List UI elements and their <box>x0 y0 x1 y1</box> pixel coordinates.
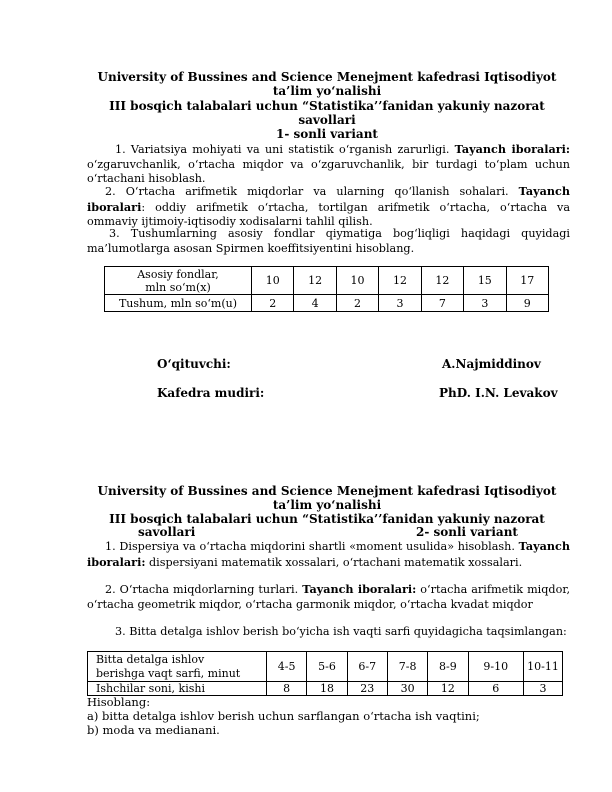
table-cell: 30 <box>387 682 427 696</box>
v1-q2-key-text: : oddiy arifmetik o‘rtacha, tortilgan arifmetik o‘rtacha, o‘rtacha va ommaviy ijtimoiy-iqtisodiy xodisalarni tahlil qilish. <box>87 200 570 228</box>
head-name: PhD. I.N. Levakov <box>439 386 558 400</box>
v1-header-line1: University of Bussines and Science Menejment kafedrasi Iqtisodiyot <box>97 70 557 84</box>
v1-data-table <box>104 266 549 312</box>
v2-q2-text: 2. O‘rtacha miqdorlarning turlari. <box>105 583 303 596</box>
table-row <box>105 267 549 295</box>
table-row <box>88 652 563 682</box>
v1-q2-key-label: Tayanch iboralari <box>87 184 570 214</box>
v2-q1-key-text: dispersiyani matematik xossalari, o‘rtachani matematik xossalari. <box>145 555 523 569</box>
v1-q1-key-label: Tayanch iboralari: <box>454 142 570 156</box>
table-cell: 2 <box>336 295 378 312</box>
v1-header-line2: ta’lim yo‘nalishi <box>272 84 382 98</box>
table-cell: 6 <box>468 682 523 696</box>
v1-q3-text: 3. Tushumlarning asosiy fondlar qiymatiga bog‘liqligi haqidagi quyidagi ma’lumotlarga asosan Spirmen koeffitsiyentini hisoblang. <box>87 227 570 255</box>
v1-row1-label-b: mln so‘m(x) <box>145 280 211 294</box>
table-cell: 3 <box>524 682 563 696</box>
v1-question-3 <box>87 227 570 256</box>
table-cell: 12 <box>379 267 421 295</box>
v1-variant-label: 1- sonli variant <box>276 127 378 141</box>
table-cell: 8 <box>267 682 307 696</box>
table-cell: 5-6 <box>307 652 347 682</box>
v2-q1-text: 1. Dispersiya va o‘rtacha miqdorini shartli «moment usulida» hisoblash. <box>105 540 519 553</box>
v2-header-line4: savollari <box>138 525 196 539</box>
table-cell: 7 <box>421 295 463 312</box>
table-cell: 3 <box>379 295 421 312</box>
teacher-name: A.Najmiddinov <box>442 357 541 371</box>
v1-question-1 <box>87 142 570 187</box>
table-cell: 9-10 <box>468 652 523 682</box>
table-cell: 17 <box>506 267 548 295</box>
v2-question-1 <box>87 539 570 570</box>
v2-header-line2: ta’lim yo‘nalishi <box>272 498 382 512</box>
v2-q2-key-label: Tayanch iboralari: <box>302 582 417 596</box>
v2-question-2 <box>87 582 570 612</box>
v1-row1-label-a: Asosiy fondlar, <box>137 267 219 281</box>
head-label: Kafedra mudiri: <box>157 386 265 400</box>
table-cell: 3 <box>464 295 506 312</box>
table-cell: 12 <box>421 267 463 295</box>
v2-q1-key-label: Tayanch iboralari: <box>87 539 570 569</box>
v1-row1-label <box>105 267 252 295</box>
v2-row2-label: Ishchilar soni, kishi <box>88 682 267 696</box>
table-cell: 6-7 <box>347 652 387 682</box>
table-cell: 2 <box>252 295 294 312</box>
teacher-label: O‘qituvchi: <box>157 357 231 371</box>
table-cell: 7-8 <box>387 652 427 682</box>
v2-question-3 <box>87 625 570 640</box>
v2-header-line3: III bosqich talabalari uchun “Statistika’’fanidan yakuniy nazorat <box>109 512 545 526</box>
v2-data-table <box>87 651 563 696</box>
table-cell: 10-11 <box>524 652 563 682</box>
v1-q2-text: 2. O‘rtacha arifmetik miqdorlar va ularning qo‘llanish sohalari. <box>105 185 519 198</box>
table-cell: 9 <box>506 295 548 312</box>
v2-variant-label: 2- sonli variant <box>416 525 518 539</box>
v1-q1-text: 1. Variatsiya mohiyati va uni statistik o‘rganish zarurligi. <box>115 143 455 156</box>
v1-q1-key-text: o‘zgaruvchanlik, o‘rtacha miqdor va o‘zgaruvchanlik, bir turdagi to‘plam uchun o‘rtachani hisoblash. <box>87 157 570 185</box>
v2-header-line1: University of Bussines and Science Menejment kafedrasi Iqtisodiyot <box>97 484 557 498</box>
v2-row1-label <box>88 652 267 682</box>
table-row <box>88 682 563 696</box>
table-cell: 4 <box>294 295 336 312</box>
table-cell: 23 <box>347 682 387 696</box>
table-cell: 15 <box>464 267 506 295</box>
v2-row1-label-a: Bitta detalga ishlov <box>96 652 205 666</box>
v1-row2-label: Tushum, mln so‘m(u) <box>105 295 252 312</box>
v1-question-2 <box>87 184 570 230</box>
v2-task-a: a) bitta detalga ishlov berish uchun sarflangan o‘rtacha ish vaqtini; <box>87 709 480 723</box>
v1-header-line3: III bosqich talabalari uchun “Statistika’’fanidan yakuniy nazorat <box>109 99 545 113</box>
table-cell: 8-9 <box>428 652 468 682</box>
v2-task-label: Hisoblang: <box>87 695 151 709</box>
table-row <box>105 295 549 312</box>
v2-q3-text: 3. Bitta detalga ishlov berish bo‘yicha ish vaqti sarfi quyidagicha taqsimlangan: <box>115 625 567 638</box>
v1-header-line4: savollari <box>298 113 356 127</box>
v2-q2-key-text: o‘rtacha arifmetik miqdor, o‘rtacha geometrik miqdor, o‘rtacha garmonik miqdor, o‘rtacha kvadat miqdor <box>87 583 570 611</box>
table-cell: 10 <box>252 267 294 295</box>
table-cell: 18 <box>307 682 347 696</box>
table-cell: 12 <box>428 682 468 696</box>
v2-row1-label-b: berishga vaqt sarfi, minut <box>96 666 241 680</box>
v2-task-b: b) moda va medianani. <box>87 723 220 737</box>
table-cell: 12 <box>294 267 336 295</box>
table-cell: 4-5 <box>267 652 307 682</box>
table-cell: 10 <box>336 267 378 295</box>
